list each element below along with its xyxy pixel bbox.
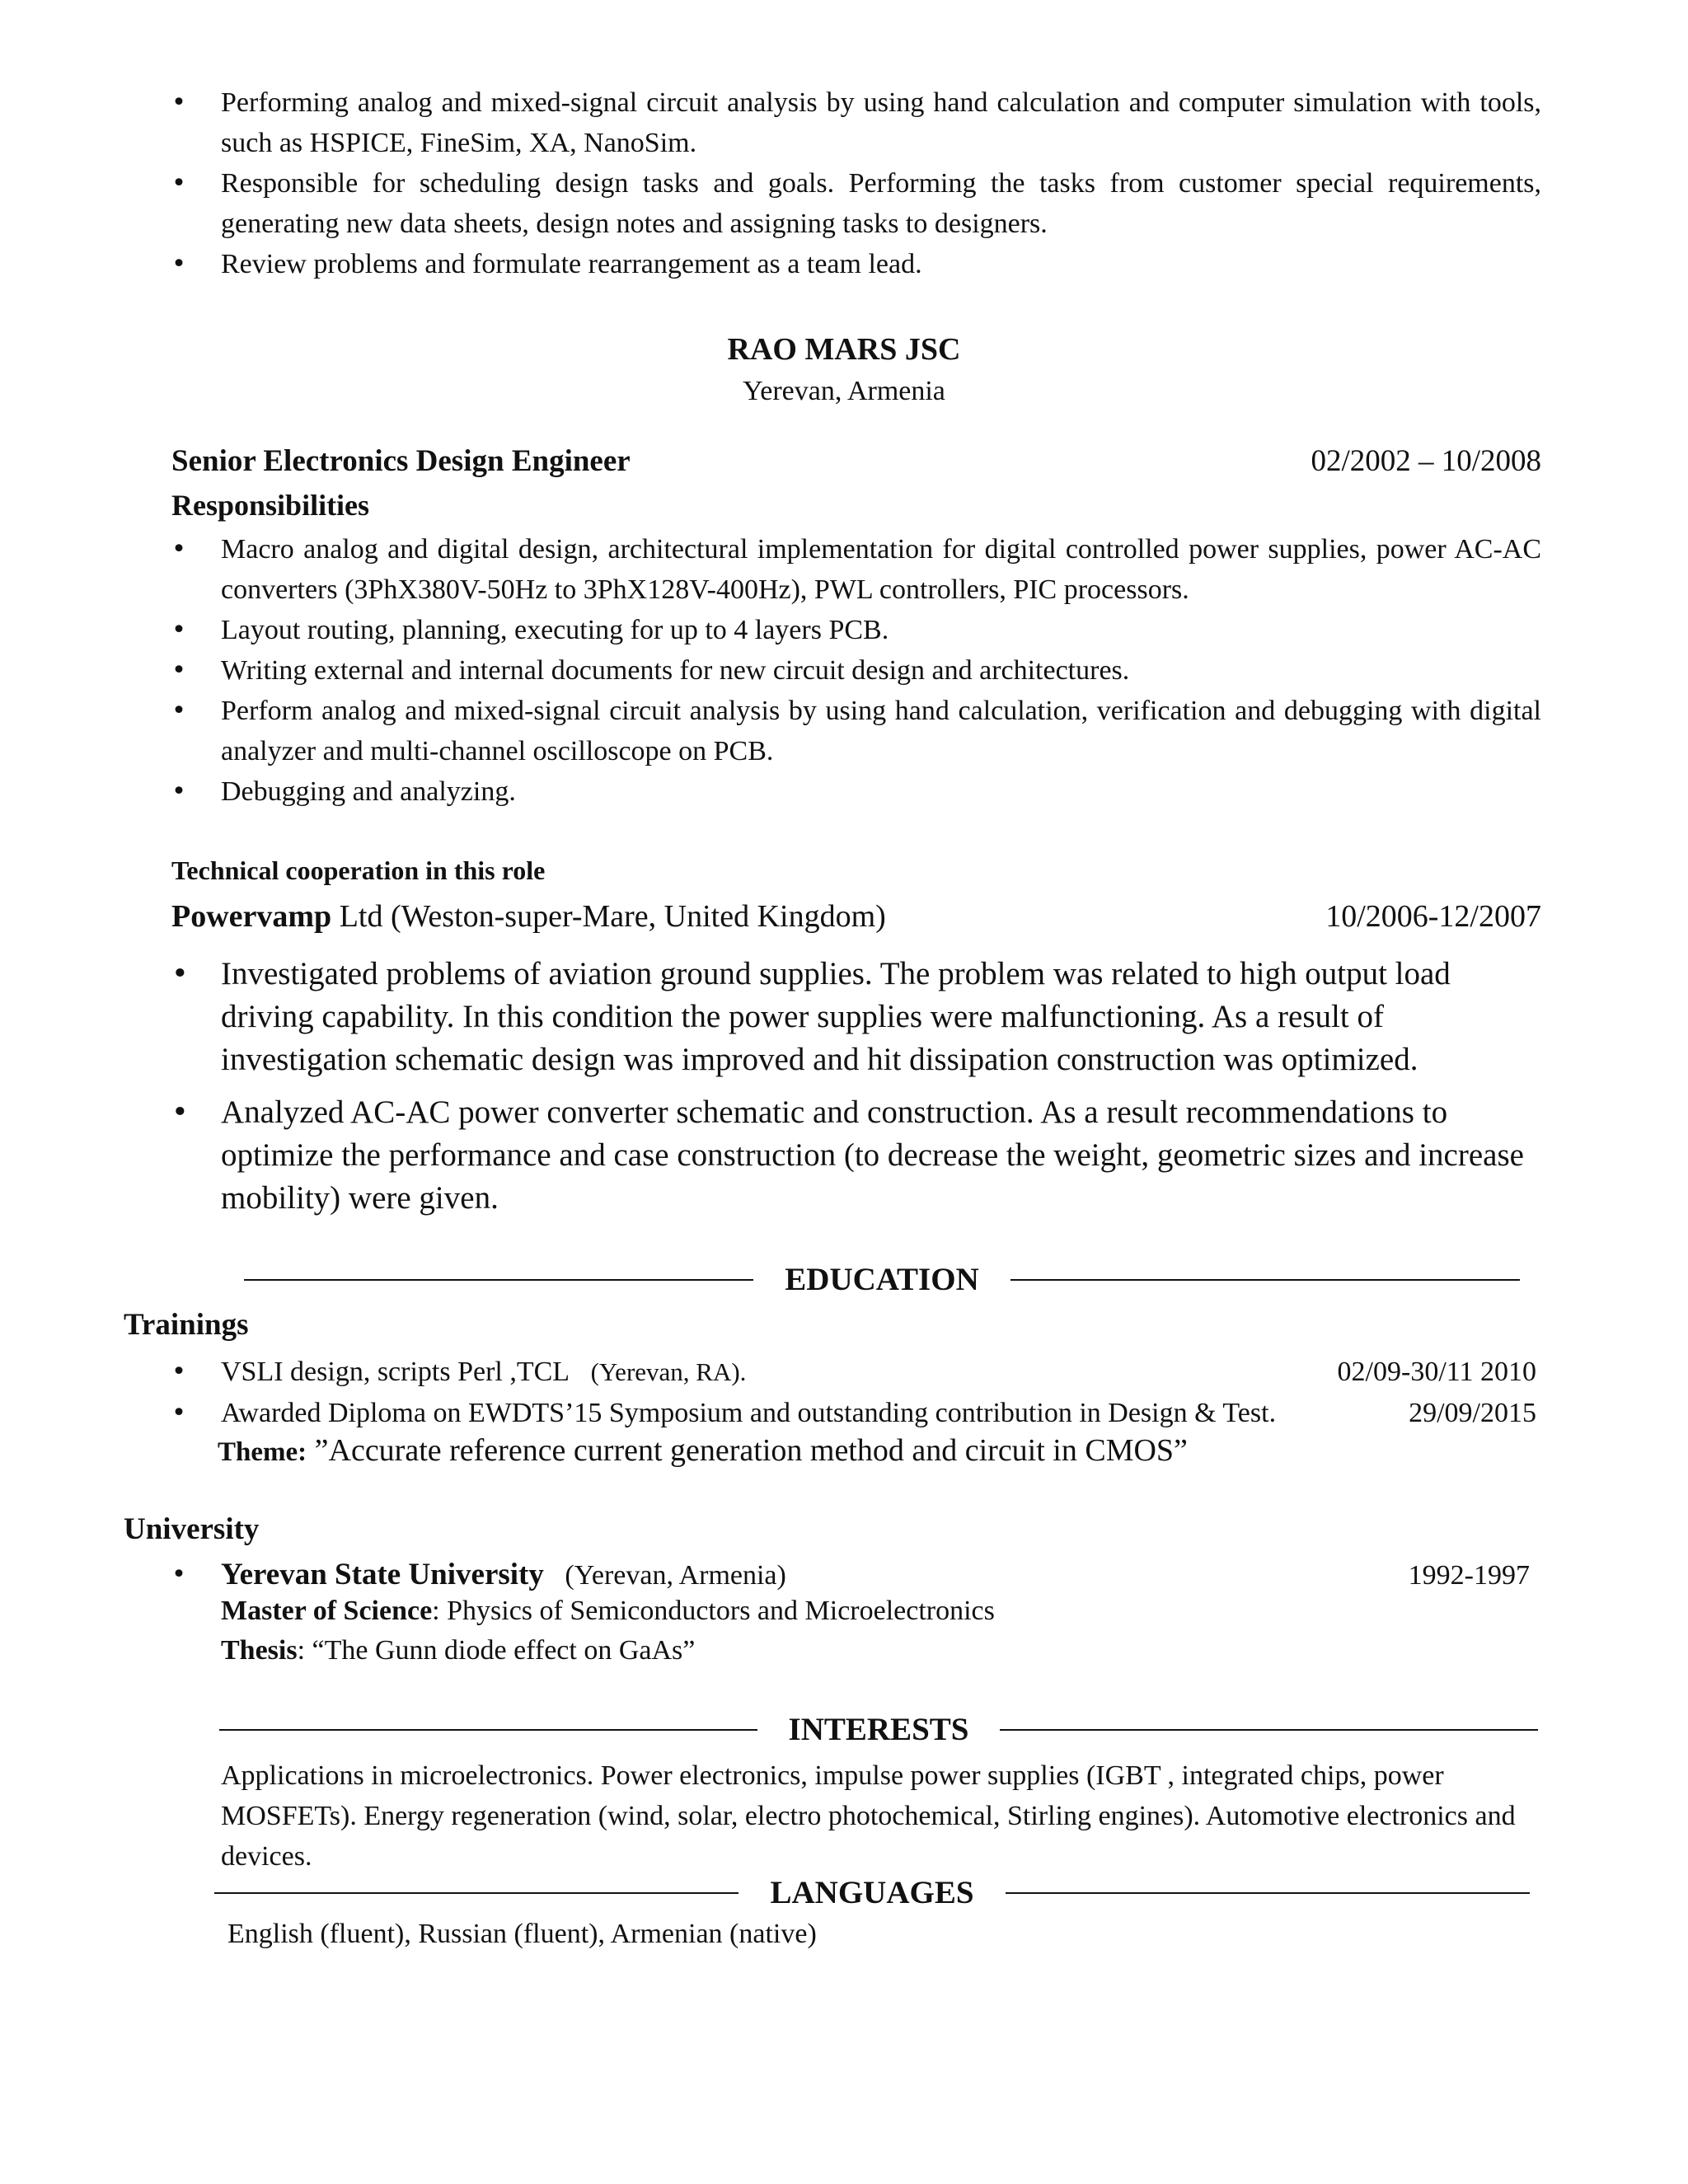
- divider: [244, 1279, 753, 1281]
- list-item: • Perform analog and mixed-signal circuit analysis by using hand calculation, verification and debugging with digital analyzer and multi-channel oscilloscope on PCB.: [171, 691, 1541, 771]
- responsibilities-list: [171, 529, 1541, 812]
- university-list: [171, 1554, 1530, 1596]
- list-item: • Writing external and internal documents for new circuit design and architectures.: [171, 650, 1541, 691]
- cooperation-row: [171, 898, 1541, 935]
- list-item: • Performing analog and mixed-signal circuit analysis by using hand calculation and computer simulation with tools, such as HSPICE, FineSim, XA, NanoSim.: [171, 82, 1541, 163]
- divider: [219, 1729, 757, 1731]
- degree-text: : Physics of Semiconductors and Microelectronics: [432, 1596, 995, 1626]
- previous-role-bullets: [171, 82, 1541, 284]
- training-text: VSLI design, scripts Perl ,TCL: [221, 1357, 570, 1387]
- languages-section-header: [214, 1874, 1530, 1911]
- languages-heading: LANGUAGES: [770, 1875, 974, 1910]
- job-title-row: [171, 443, 1541, 479]
- university-dates: 1992-1997: [1408, 1560, 1530, 1591]
- languages-text: English (fluent), Russian (fluent), Armenian (native): [227, 1919, 817, 1949]
- cooperation-bullets: [171, 953, 1541, 1230]
- divider: [214, 1892, 738, 1894]
- training-text: • Awarded Diploma on EWDTS’15 Symposium and outstanding contribution in Design & Test.: [221, 1398, 1277, 1428]
- list-item: • Analyzed AC-AC power converter schematic and construction. As a result recommendations to optimize the performance and case construction (to decrease the weight, geometric sizes and increase mobility) were given.: [171, 1091, 1541, 1220]
- list-item: [171, 1554, 1530, 1596]
- trainings-list: [171, 1352, 1536, 1434]
- company-name: RAO MARS JSC: [727, 332, 961, 367]
- divider: [1006, 1892, 1530, 1894]
- training-location: (Yerevan, RA).: [590, 1357, 747, 1386]
- list-item: • Review problems and formulate rearrangement as a team lead.: [171, 244, 1541, 284]
- training-dates: 02/09-30/11 2010: [1337, 1357, 1536, 1387]
- list-item: [171, 1352, 1536, 1393]
- interests-text: Applications in microelectronics. Power electronics, impulse power supplies (IGBT , integrated chips, power MOSFETs). Energy regeneration (wind, solar, electro photochemical, Stirling engines). Automotive electronics and devices.: [221, 1760, 1516, 1872]
- cooperation-dates: 10/2006-12/2007: [1325, 899, 1541, 934]
- list-item: • Investigated problems of aviation ground supplies. The problem was related to high output load driving capability. In this condition the power supplies were malfunctioning. As a result of investigation schematic design was improved and hit dissipation construction was optimized.: [171, 953, 1541, 1081]
- cooperation-heading: Technical cooperation in this role: [171, 855, 546, 885]
- interests-heading: INTERESTS: [788, 1712, 969, 1747]
- company-location: Yerevan, Armenia: [743, 376, 945, 406]
- list-item: [171, 1393, 1536, 1434]
- cooperation-company-name: Powervamp: [171, 899, 332, 934]
- thesis-label: Thesis: [221, 1635, 298, 1666]
- education-heading: EDUCATION: [785, 1262, 979, 1297]
- divider: [1010, 1279, 1520, 1281]
- list-item: • Layout routing, planning, executing for up to 4 layers PCB.: [171, 610, 1541, 650]
- job-dates: 02/2002 – 10/2008: [1311, 444, 1541, 478]
- training-dates: 29/09/2015: [1409, 1398, 1536, 1428]
- interests-section-header: [219, 1711, 1538, 1748]
- cooperation-company: [171, 898, 886, 935]
- university-heading: University: [124, 1512, 260, 1546]
- thesis-text: : “The Gunn diode effect on GaAs”: [297, 1635, 696, 1666]
- divider: [1000, 1729, 1538, 1731]
- theme-label: Theme:: [218, 1437, 307, 1467]
- cooperation-company-detail: Ltd (Weston-super-Mare, United Kingdom): [331, 899, 886, 934]
- degree-label: Master of Science: [221, 1596, 433, 1626]
- education-section-header: [244, 1261, 1520, 1298]
- university-name: Yerevan State University: [221, 1558, 544, 1591]
- training-theme: [218, 1432, 1188, 1469]
- trainings-heading: Trainings: [124, 1308, 249, 1342]
- responsibilities-heading: Responsibilities: [171, 489, 370, 522]
- job-title: Senior Electronics Design Engineer: [171, 444, 631, 478]
- list-item: • Macro analog and digital design, architectural implementation for digital controlled power supplies, power AC-AC converters (3PhX380V-50Hz to 3PhX128V-400Hz), PWL controllers, PIC processors.: [171, 529, 1541, 610]
- degree-line: [221, 1596, 995, 1627]
- thesis-line: [221, 1635, 695, 1666]
- list-item: • Debugging and analyzing.: [171, 771, 1541, 812]
- university-location: (Yerevan, Armenia): [565, 1560, 786, 1591]
- list-item: • Responsible for scheduling design tasks and goals. Performing the tasks from customer special requirements, generating new data sheets, design notes and assigning tasks to designers.: [171, 163, 1541, 244]
- theme-text: ”Accurate reference current generation method and circuit in CMOS”: [307, 1433, 1188, 1468]
